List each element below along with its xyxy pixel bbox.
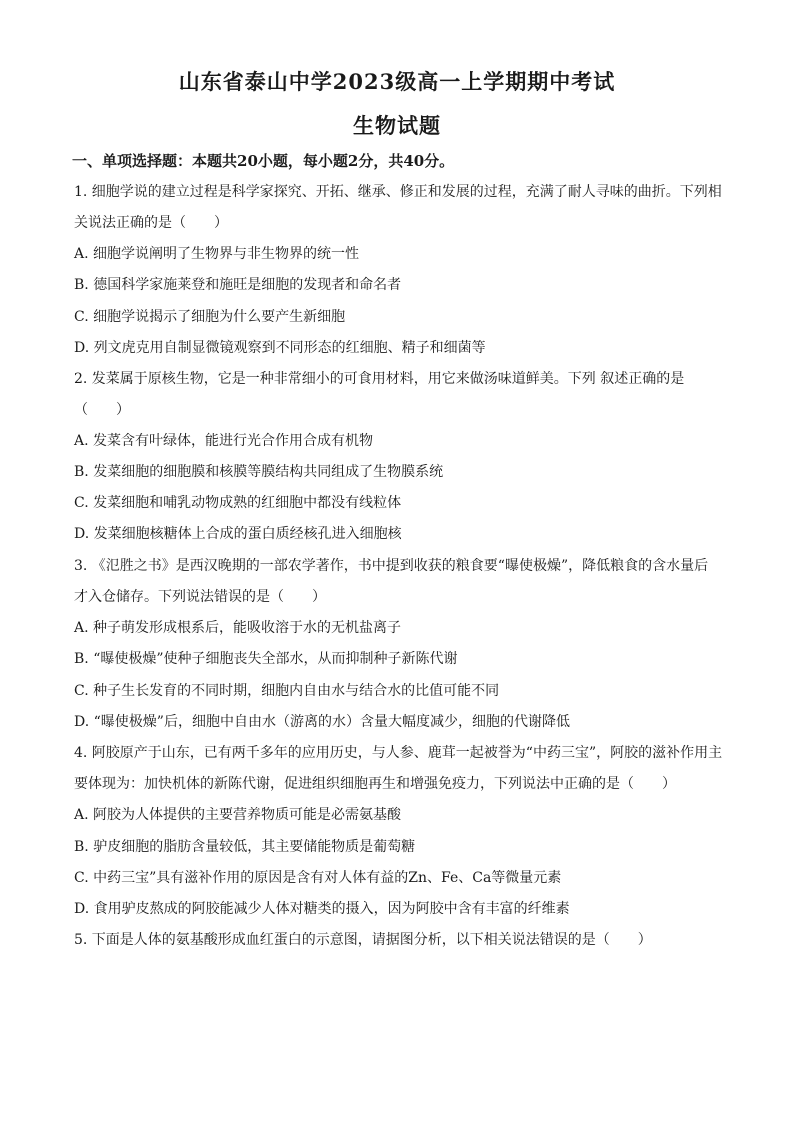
question-4-option-d: D. 食用驴皮熬成的阿胶能减少人体对糖类的摄入，因为阿胶中含有丰富的纤维素 [74,901,570,917]
question-1-option-c: C. 细胞学说揭示了细胞为什么要产生新细胞 [74,309,346,325]
question-1-option-b: B. 德国科学家施莱登和施旺是细胞的发现者和命名者 [74,277,402,293]
question-3-stem-line-2: 才入仓储存。下列说法错误的是（ ） [74,589,326,605]
question-1-stem-line-1: 1. 细胞学说的建立过程是科学家探究、开拓、继承、修正和发展的过程，充满了耐人寻味的曲折。下列相 [74,184,722,200]
question-4-option-b: B. 驴皮细胞的脂肪含量较低，其主要储能物质是葡萄糖 [74,839,416,855]
question-3-option-a: A. 种子萌发形成根系后，能吸收溶于水的无机盐离子 [74,620,402,636]
subject-title: 生物试题 [353,113,441,138]
question-2-stem-line-1: 2. 发菜属于原核生物，它是一种非常细小的可食用材料，用它来做汤味道鲜美。下列 叙述正确的是 [74,371,685,387]
question-4-option-a: A. 阿胶为人体提供的主要营养物质可能是必需氨基酸 [74,807,402,823]
section-heading: 一、单项选择题：本题共20小题，每小题2分，共40分。 [72,152,455,170]
question-1-stem-line-2: 关说法正确的是（ ） [74,215,228,231]
question-3-option-b: B. “曝使极燥”使种子细胞丧失全部水，从而抑制种子新陈代谢 [74,651,458,667]
exam-title: 山东省泰山中学2023级高一上学期期中考试 [178,69,616,94]
question-2-option-d: D. 发菜细胞核糖体上合成的蛋白质经核孔进入细胞核 [74,526,402,542]
question-3-option-d: D. “曝使极燥”后，细胞中自由水（游离的水）含量大幅度减少，细胞的代谢降低 [74,714,570,730]
question-2-option-b: B. 发菜细胞的细胞膜和核膜等膜结构共同组成了生物膜系统 [74,464,444,480]
question-4-option-c: C. 中药三宝”具有滋补作用的原因是含有对人体有益的Zn、Fe、Ca等微量元素 [74,870,562,886]
question-3-stem-line-1: 3. 《氾胜之书》是西汉晚期的一部农学著作，书中提到收获的粮食要“曝使极燥”，降低粮食的含水量后 [74,558,709,574]
question-2-stem-line-2: （ ） [74,402,130,418]
question-4-stem-line-1: 4. 阿胶原产于山东，已有两千多年的应用历史，与人参、鹿茸一起被誉为“中药三宝”，阿胶的滋补作用主 [74,745,723,761]
question-2-option-a: A. 发菜含有叶绿体，能进行光合作用合成有机物 [74,433,374,449]
question-5-stem-line-1: 5. 下面是人体的氨基酸形成血红蛋白的示意图，请据图分析，以下相关说法错误的是（ ） [74,932,652,948]
question-4-stem-line-2: 要体现为：加快机体的新陈代谢，促进组织细胞再生和增强免疫力，下列说法中正确的是（ ） [74,776,676,792]
question-1-option-a: A. 细胞学说阐明了生物界与非生物界的统一性 [74,246,360,262]
question-1-option-d: D. 列文虎克用自制显微镜观察到不同形态的红细胞、精子和细菌等 [74,340,486,356]
question-2-option-c: C. 发菜细胞和哺乳动物成熟的红细胞中都没有线粒体 [74,495,402,511]
question-3-option-c: C. 种子生长发育的不同时期，细胞内自由水与结合水的比值可能不同 [74,683,500,699]
